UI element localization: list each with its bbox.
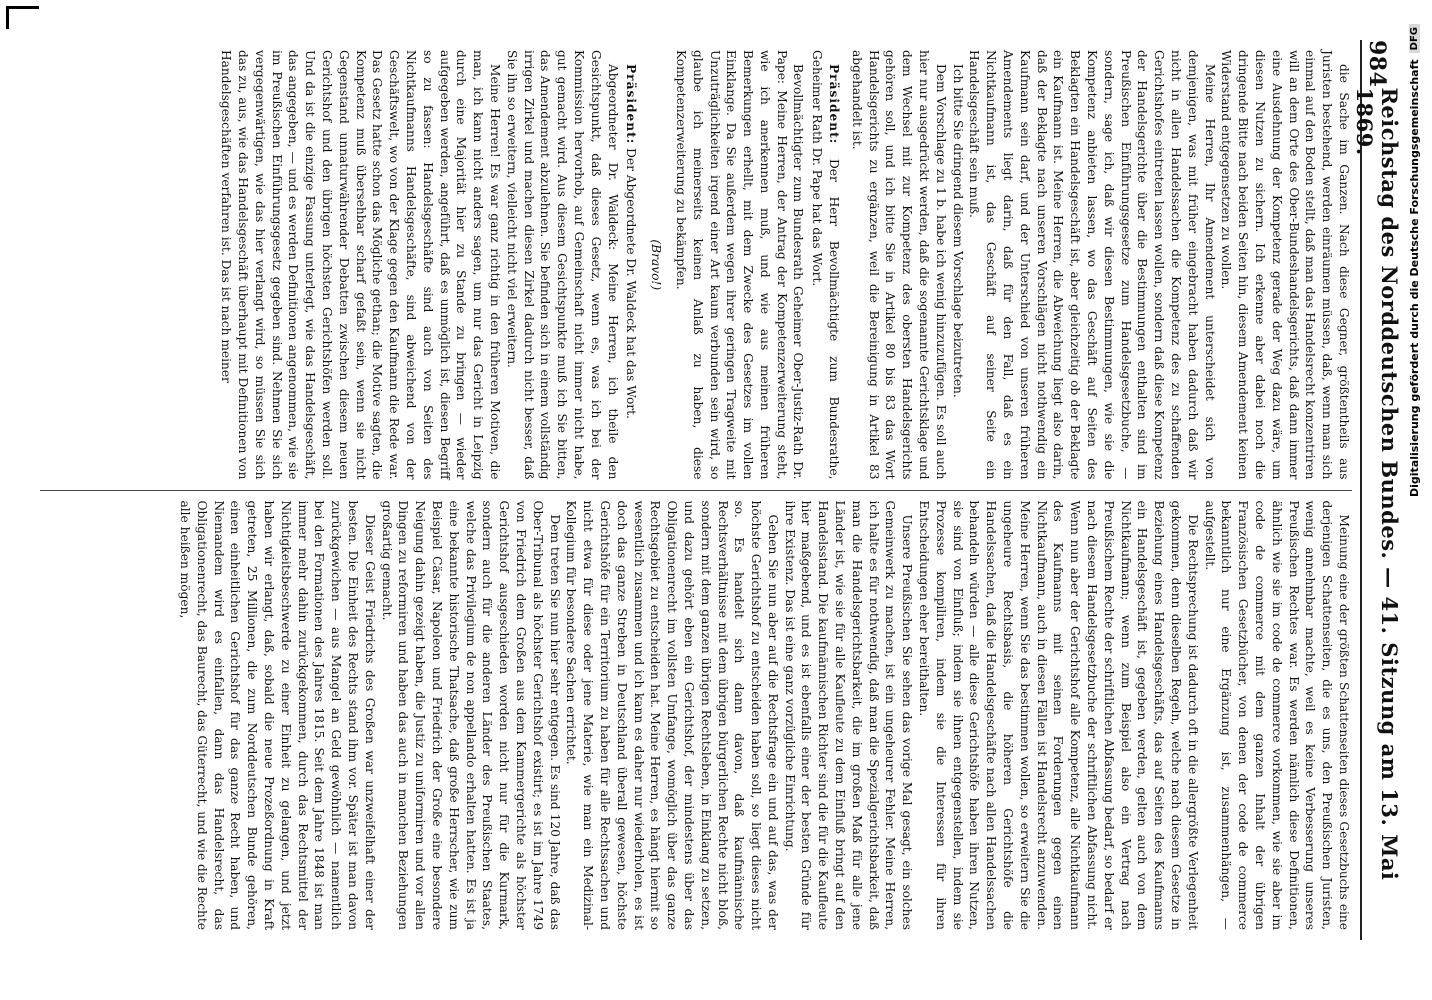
page-number: 984: [1364, 40, 1390, 88]
text-columns: [40, 40, 1352, 940]
interjection: (Bravo!): [649, 239, 664, 291]
body-paragraph: Meine Herren, Ihr Amendement unterscheidet sich von demjenigen, was mit früher eingebracht haben dadurch daß wir nicht in allen Handelssachen die Kompetenz des zu schaffenden Gerichtshofes eintreten lassen wollen, sondern daß diese Kompetenz der Handelsgerichte über die Bestimmungen enthalten sind im Preußischen Einführungsgesetze zum Handelsgesetzbuche, — sondern, sage ich, daß wir diesen Bestimmungen, wie sie die Kompetenz anbieten lassen, wo das Geschäft auf Seiten des Beklagten ein Handelsgeschäft ist, aber gleichzeitig ob der Beklagte ein Kaufmann ist. Meine Herren, die Abweichung liegt also darin, daß der Beklagte nach unseren Vorschlägen nicht nothwendig ein Kaufmann sein darf, und der Unterschied von unseren früheren Amendements liegt darin, daß für den Fall, daß es ein Nichtkaufmann ist, das Geschäft auf seiner Seite ein Handelsgeschäft sein muß.: [967, 50, 1217, 480]
body-paragraph: Bevollmächtigter zum Bundesrath Geheimer Ober-Justiz-Rath Dr. Pape: Meine Herren, der Antrag der Kompetenzerweiterung steht, wie ich anerkennen muß, und wie aus meinen früheren Bemerkungen erhellt, mit dem Zwecke des Gesetzes im vollen Einklange. Da Sie außerdem wegen ihrer geringen Tragweite mit Unzuträglichkeiten irgend einer Art kaum verbunden sein wird, so glaube ich meinerseits keinen Anlaß zu haben, diese Kompetenzerweiterung zu bekämpfen.: [673, 50, 806, 480]
body-paragraph: Dieser Geist Friedrichs des Großen war unzweifelhaft einer der besten. Die Einheit des Rechts stand ihm vor. Später ist man davon zurückgewichen — aus Mangel an Geld gewöhnlich — namentlich bei den Formationen des Jahres 1815. Seit dem Jahre 1848 ist man immer mehr dahin zurückgekommen, durch das Rechtsmittel der Nichtigkeitsbeschwerde zu einer Einheit zu gelangen, und jetzt haben wir erlangt, daß, sobald die neue Prozeßordnung in Kraft getreten, 25 Millionen, die zum Norddeutschen Bunde gehören, einen einheitlichen Gerichtshof für das ganze Recht haben, und Niemandem wird es einfallen, dann das Handelsrecht, das Obligationenrecht, das Baurecht, das Güterrecht, und wie die Rechte alle heißen mögen,: [178, 500, 377, 931]
running-title: Reichstag des Norddeutschen Bundes. — 41. Sitzung am 13. Mai 1869.: [1352, 87, 1402, 881]
body-paragraph: Die Rechtsprechung ist dadurch oft in die allergrößte Verlegenheit gekommen, denn dieselben Regeln, welche nach diesem Gesetze in Beziehung eines Handelsgeschäfts, das auf Seiten des Kaufmanns ein Handelsgeschäft ist, gegeben werden, gelten auch von dem Nichtkaufmann; wenn zum Beispiel also ein Vertrag nach Preußischem Rechte der schriftlichen Abfassung bedarf, so bedarf er nach diesem Handelsgesetzbuche der schriftlichen Abfassung nicht. Wenn nun aber der Gerichtshof alle Kompetenz, alle Nichtkaufmann des Kaufmanns mit seinen Forderungen gegen einen Nichtkaufmann, auch in diesen Fällen ist Handelsrecht anzuwenden. Meine Herren, wenn Sie das bestimmen wollen, so erweitern Sie die ungeheure Rechtsbasis, die höheren Gerichtshöfe die Handelssachen, daß die Handelsgeschäfte nach allen Handelssachen behandeln würden — alle diese Gerichtshöfe haben ihren Nutzen, sie sind von Einfluß; indem sie ihnen entgegenstellen, indem sie Prozesse kompiliren, indem sie die Interessen für ihren Entscheidungen eher bereithalten.: [917, 500, 1200, 930]
body-paragraph: Dem treten Sie nun hier sehr entgegen. Es sind 120 Jahre, daß das Ober-Tribunal als höchster Gerichtshof existirt; es ist im Jahre 1749 von Friedrich dem Großen aus dem Kammergerichte als höchster Gerichtshof ausgeschieden worden nicht nur für die Kurmark, sondern auch für die anderen Länder des Preußischen Staates, welche das Privilegium de non appellando erhalten hatten. Es ist ja eine bekannte historische Thatsache, daß große Herrscher, wie zum Beispiel Cäsar, Napoleon und Friedrich der Große eine besondere Neigung dahin gezeigt haben, die Justiz zu uniformiren und vor allen Dingen zu reformiren und haben das auch in manchen Beziehungen großartig gemacht.: [379, 500, 562, 930]
body-paragraph: Ich bitte Sie dringend diesem Vorschlage beizutreten.: [950, 64, 965, 398]
page-header: [1352, 40, 1402, 940]
speaker-name: Präsident:: [827, 64, 842, 145]
body-paragraph: Dem Vorschlage zu 1 b. habe ich wenig hinzuzufügen. Es soll auch hier nur ausgedrückt werden, daß die sogenannte Gerichtsklage und dem Wechsel mit zur Kompetenz des obersten Handelsgerichts gehören soll, und ich bitte Sie in Artikel 80 bis 83 das Wort Handelsgerichts zu ergänzen, weil die Bereinigung in Artikel 83 abgehandelt ist.: [849, 50, 948, 480]
digitization-credit: [1400, 0, 1428, 1000]
dfg-logo: DFG: [1409, 24, 1420, 53]
body-paragraph: Gehen Sie nun aber auf die Rechtsfrage ein und auf das, was der höchste Gerichtshof zu entscheiden haben soll, so liegt dieses nicht so. Es handelt sich dann davon, daß kaufmännische Rechtsverhältnisse mit dem übrigen bürgerlichen Rechte nicht bloß, sondern mit dem ganzen übrigen Rechtsleben, in Einklang zu setzen, und dazu gehört eben ein Gerichtshof, der mindestens über das Obligationenrecht im vollsten Umfange, womöglich über das ganze Rechtsgebiet zu entscheiden hat. Meine Herren, es hängt hiermit so wesentlich zusammen und ich kann es daher nur wiederholen, es ist doch das ganze Streben in Deutschland überall gewesen, höchste Gerichtshöfe für ein Territorium zu haben für alle Rechtssachen und nicht etwa für diese oder jene Materie, wie man ein Medizinal-Kollegium für besondere Sachen errichtet.: [564, 500, 780, 930]
speaker-name: Präsident:: [624, 64, 639, 145]
speaker-paragraph: [623, 50, 640, 480]
body-paragraph: Meinung eine der größten Schattenseiten dieses Gesetzbuchs eine derjenigen Schattenseiten, die es uns, den Preußischen Juristen, wenig annehmbar machte, weil es keine Verbesserung unseres Preußischen Rechtes war. Es werden nämlich diese Definitionen, ähnlich wie sie im code de commerce vorkommen, wie sie aber im code de commerce mit dem ganzen Inhalt der übrigen Französischen Gesetzbücher, von denen der code de commerce bekanntlich nur eine Ergänzung ist, zusammenhängen, — aufgestellt.: [1202, 500, 1351, 930]
right-column: [40, 491, 1352, 941]
body-paragraph: Unsere Preußischen Sie sehen das vorige Mal gesagt, ein solches Gemeinwerk zu machen, ist ein ungeheurer Fehler. Meine Herren, ich halte es für nothwendig, daß man die Spezialgerichtsbarkeit, daß man die Handelsgerichtsbarkeit, die im großen Maß für alle jene Länder ist, wie sie für alle Kaufleute zu dem Einfluß bringt auf den Handelsstand. Die kaufmännischen Richter sind die für die Kaufleute hier maßgebend, und es ist ebenfalls einer der besten Gründe für ihre Existenz. Das ist eine ganz vorzügliche Einrichtung.: [782, 500, 915, 930]
left-column: [40, 40, 1352, 490]
speaker-text: Der Abgeordnete Dr. Waldeck hat das Wort.: [624, 148, 639, 419]
credit-text: Digitalisierung gefördert durch die Deutsche Forschungsgemeinschaft: [1407, 59, 1421, 498]
body-paragraph: die Sache im Ganzen. Nach diese Gegner, größtentheils aus Juristen bestehend, werden einräumen müssen, daß, wenn man sich einmal auf den Boden stellt, daß man das Handelsrecht konzentriren will an dem Orte des Ober-Bundeshandelsgerichts, daß dann immer eine Ausdehnung der Kompetenz gerade der Weg dazu wäre, um diesen Nutzen zu sichern. Ich erkenne aber dabei noch die dringende Bitte nach beiden Seiten hin, diesem Amendement keinen Widerstand entgegensetzen zu wollen.: [1219, 50, 1351, 480]
body-paragraph: Abgeordneter Dr. Waldeck: Meine Herren, ich theile den Gesichtspunkt, daß dieses Gesetz, wenn es, was ich bei der Kommission hervorhob, auf Gemeinschaft nicht immer nicht habe, gut gemacht wird. Aus diesem Gesichtspunkte muß ich Sie bitten, das Amendement abzulehnen. Sie befinden sich in einem vollständig irrigen Zirkel und machen diesen Zirkel dadurch nicht besser, daß Sie ihn so erweitern, vielleicht nicht viel erweitern.: [504, 50, 620, 480]
body-paragraph: Meine Herren! Es war ganz richtig in den früheren Motiven, die man, ich kann nicht anders sagen, um nur das Gericht in Leipzig durch eine Majorität hier zu Stande zu bringen — wieder aufgegeben werden, angeführt, daß es unmöglich ist, diesen Begriff so zu fassen: Handelsgeschäfte sind auch von Seiten des Nichtkaufmanns Handelsgeschäfte, sind abweichend von der Geschäftswelt, wo von der Klage gegen den Kaufmann die Rede war. Das Gesetz hatte schon das Mögliche gethan; die Motive sagten, die Kompetenz muß übersehbar scharf gefaßt sein, wenn sie nicht Gegenstand unnaturwährender Debatten zwischen diesem neuen Gerichtshof und den übrigen höchsten Gerichtshöfen werden soll. Und da ist die einzige Fassung unterlegt, wie das Handelsgeschäft, das angegeben, — und es werden Definitionen angenommen, wie sie im Preußischen Einführungsgesetz gegeben sind. Nehmen Sie sich vergegenwärtigen, wie das hier verlangt wird, so müssen Sie sich das zu, aus, wie das Handelsgeschäft überhaupt mit Definitionen von Handelsgeschäften verfahren ist. Das ist nach meiner: [219, 50, 502, 480]
speaker-paragraph: [809, 50, 843, 480]
speaker-text: Der Herr Bevollmächtigte zum Bundesrathe, Geheimer Rath Dr. Pape hat das Wort.: [810, 50, 842, 480]
